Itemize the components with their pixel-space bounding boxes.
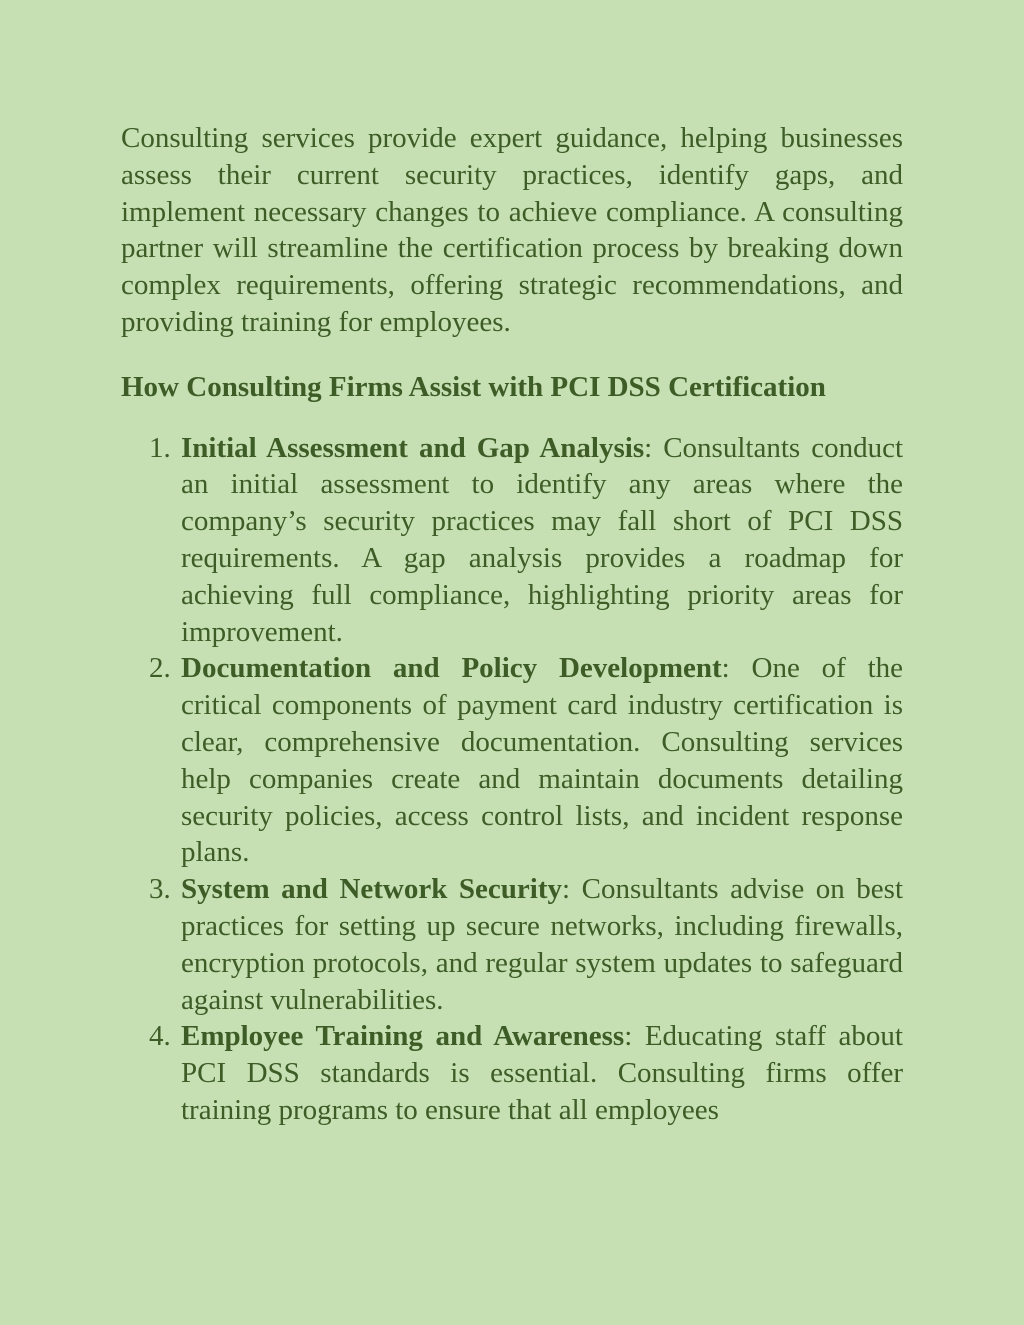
list-item [121, 1018, 903, 1128]
list-item-body: Consultants advise on best practices for setting up secure networks, including firewalls, encryption protocols, and regular system updates to safeguard against vulnerabilities. [181, 873, 904, 1016]
list-item-number: 2. [149, 652, 171, 685]
list-item-number: 1. [149, 431, 171, 464]
list-item-title: Initial Assessment and Gap Analysis [181, 431, 645, 464]
list-item-separator: : [562, 873, 582, 906]
list-item [121, 650, 903, 871]
list-item-title: Documentation and Policy Development [181, 652, 722, 685]
list-item-separator: : [721, 652, 752, 685]
list-item [121, 871, 903, 1018]
intro-paragraph: Consulting services provide expert guidance, helping businesses assess their current security practices, identify gaps, and implement necessary changes to achieve compliance. A consulting partner will streamline the certification process by breaking down complex requirements, offering strategic recommendations, and providing training for employees. [121, 122, 903, 338]
list-item-number: 4. [149, 1020, 171, 1053]
list-item-separator: : [624, 1020, 645, 1053]
list-item-title: Employee Training and Awareness [181, 1020, 625, 1053]
numbered-list [121, 430, 903, 1129]
list-item-title: System and Network Security [181, 873, 562, 906]
section-heading: How Consulting Firms Assist with PCI DSS Certification [121, 370, 826, 403]
list-item-number: 3. [149, 873, 171, 906]
list-item-separator: : [644, 431, 664, 464]
list-item [121, 430, 903, 651]
list-item-body: One of the critical components of payment card industry certification is clear, comprehensive documentation. Consulting services help companies create and maintain documents detailing security policies, access control lists, and incident response plans. [181, 652, 903, 869]
list-item-body: Consultants conduct an initial assessment to identify any areas where the company’s security practices may fall short of PCI DSS requirements. A gap analysis provides a roadmap for achieving full compliance, highlighting priority areas for improvement. [181, 431, 904, 648]
list-item-body: Educating staff about PCI DSS standards is essential. Consulting firms offer training programs to ensure that all employees [181, 1020, 903, 1126]
